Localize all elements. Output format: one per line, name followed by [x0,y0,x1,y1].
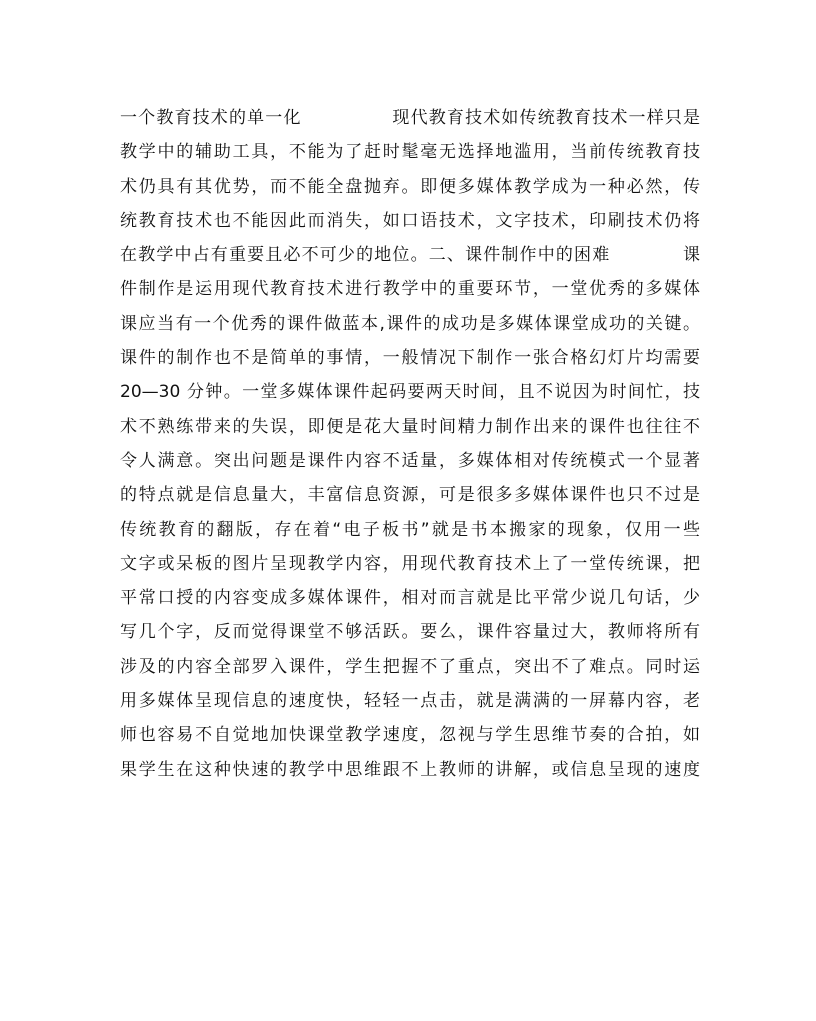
text-line-1: 一个教育技术的单一化 现代教育技术如传统教育技术一样只是 [120,108,700,128]
body-text [120,101,700,787]
text-line-18: 用多媒体呈现信息的速度快，轻轻一点击，就是满满的一屏幕内容，老 [120,691,700,712]
text-line-19: 师也容易不自觉地加快课堂教学速度，忽视与学生思维节奏的合拍，如 [120,725,700,746]
text-line-16: 写几个字，反而觉得课堂不够活跃。要么，课件容量过大，教师将所有 [120,622,700,643]
text-line-11: 令人满意。突出问题是课件内容不适量，多媒体相对传统模式一个显著 [120,450,700,471]
text-line-5: 在教学中占有重要且必不可少的地位。二、课件制作中的困难 课 [120,245,700,266]
text-line-17: 涉及的内容全部罗入课件，学生把握不了重点，突出不了难点。同时运 [120,656,700,677]
text-line-9: 20—30 分钟。一堂多媒体课件起码要两天时间，且不说因为时间忙，技 [120,382,700,403]
text-line-6: 件制作是运用现代教育技术进行教学中的重要环节，一堂优秀的多媒体 [120,279,700,300]
text-line-4: 统教育技术也不能因此而消失，如口语技术，文字技术，印刷技术仍将 [120,210,700,231]
text-line-2: 教学中的辅助工具，不能为了赶时髦毫无选择地滥用，当前传统教育技 [120,142,700,163]
text-line-8: 课件的制作也不是简单的事情，一般情况下制作一张合格幻灯片均需要 [120,348,700,369]
text-line-12: 的特点就是信息量大，丰富信息资源，可是很多多媒体课件也只不过是 [120,485,700,506]
text-line-14: 文字或呆板的图片呈现教学内容，用现代教育技术上了一堂传统课，把 [120,553,700,574]
text-line-10: 术不熟练带来的失误，即便是花大量时间精力制作出来的课件也往往不 [120,416,700,437]
text-line-15: 平常口授的内容变成多媒体课件，相对而言就是比平常少说几句话，少 [120,588,700,609]
text-line-7: 课应当有一个优秀的课件做蓝本,课件的成功是多媒体课堂成功的关键。 [120,313,700,334]
text-line-13: 传统教育的翻版，存在着“电子板书”就是书本搬家的现象，仅用一些 [120,519,700,540]
text-line-3: 术仍具有其优势，而不能全盘抛弃。即便多媒体教学成为一种必然，传 [120,176,700,197]
text-line-20: 果学生在这种快速的教学中思维跟不上教师的讲解，或信息呈现的速度 [120,759,700,780]
